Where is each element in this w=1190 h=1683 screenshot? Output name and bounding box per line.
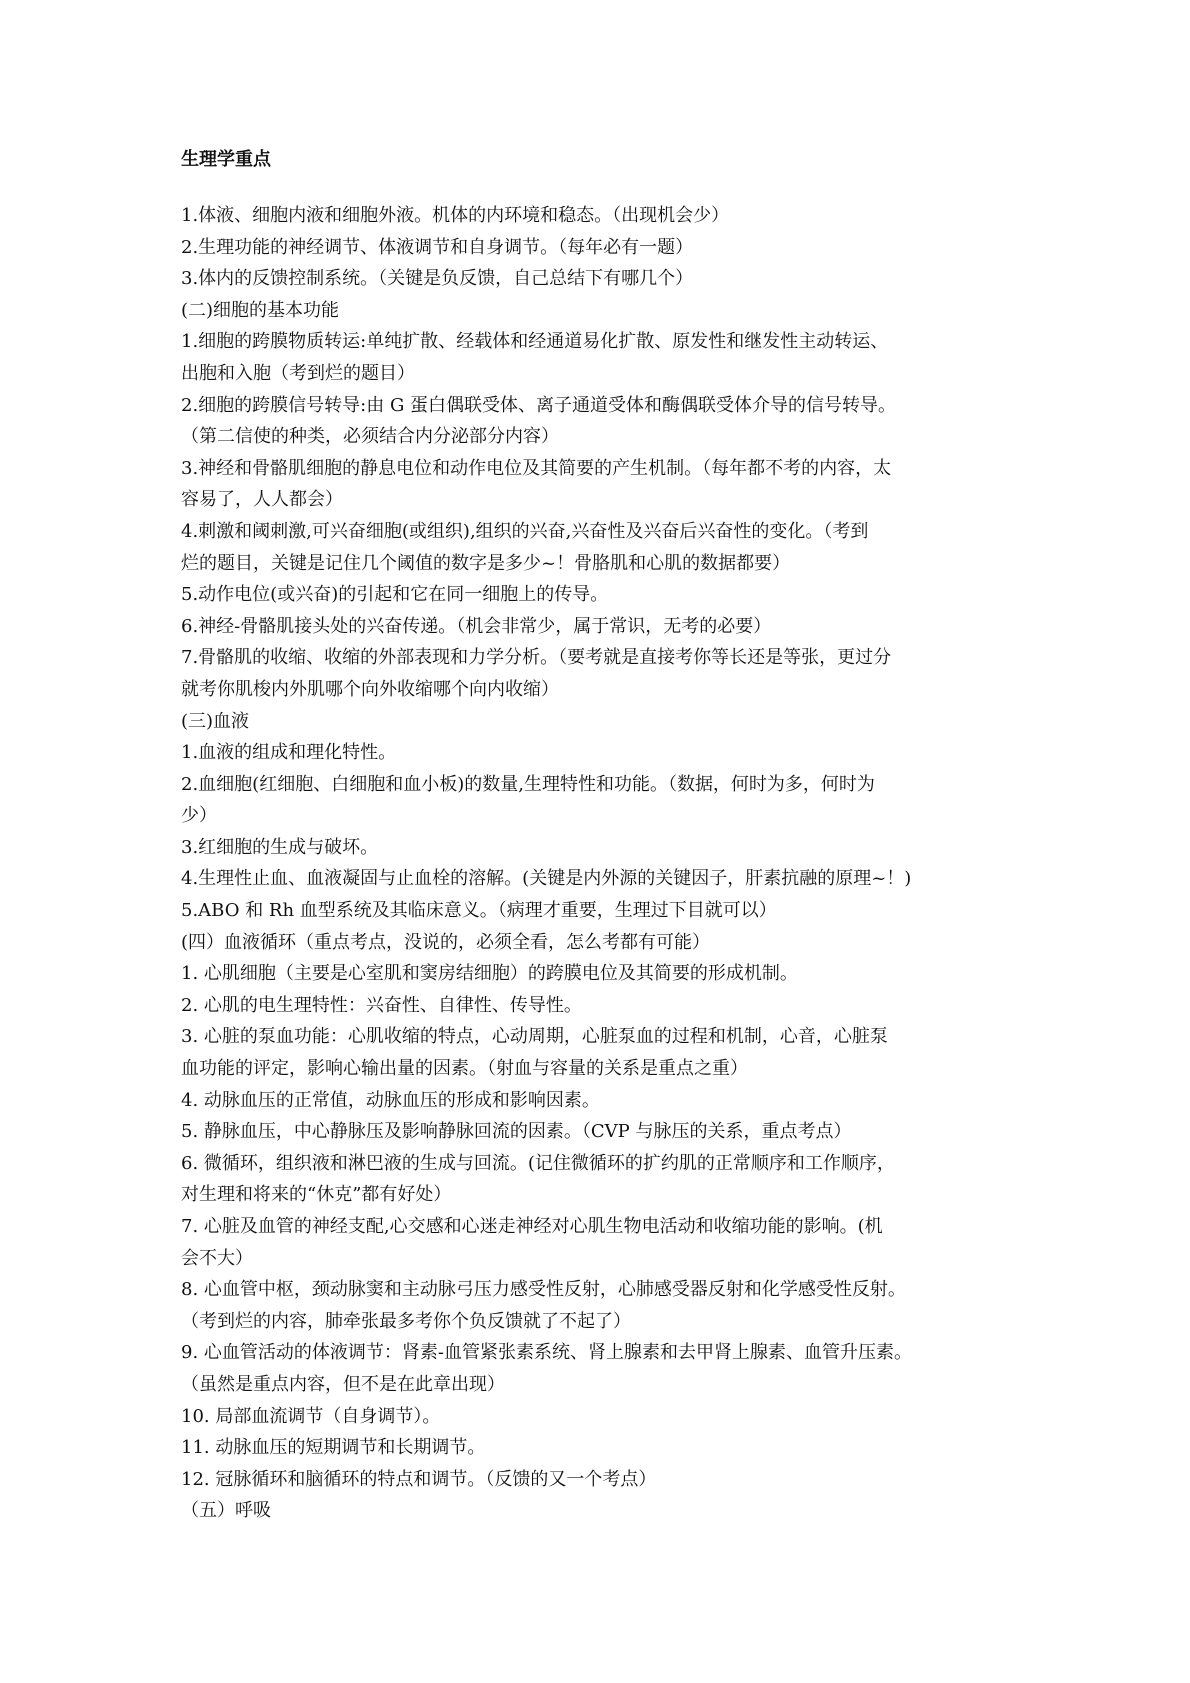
document-line: 对生理和将来的“休克”都有好处） (181, 1184, 452, 1206)
document-line: 就考你肌梭内外肌哪个向外收缩哪个向内收缩） (181, 678, 559, 700)
document-body (181, 140, 1021, 1527)
document-line: 8. 心血管中枢，颈动脉窦和主动脉弓压力感受性反射，心肺感受器反射和化学感受性反射。 (181, 1279, 906, 1301)
document-line: 3.神经和骨骼肌细胞的静息电位和动作电位及其简要的产生机制。（每年都不考的内容，太 (181, 457, 892, 479)
document-line: （五）呼吸 (181, 1500, 271, 1522)
document-line: 10. 局部血流调节（自身调节）。 (181, 1405, 441, 1427)
document-line: 会不大） (181, 1247, 253, 1269)
document-line: 2.细胞的跨膜信号转导:由 G 蛋白偶联受体、离子通道受体和酶偶联受体介导的信号转导。 (181, 394, 897, 416)
document-line: 7.骨骼肌的收缩、收缩的外部表现和力学分析。（要考就是直接考你等长还是等张，更过分 (181, 647, 892, 669)
document-line: 烂的题目，关键是记住几个阈值的数字是多少~！骨胳肌和心肌的数据都要） (181, 552, 791, 574)
document-line: (四）血液循环（重点考点，没说的，必须全看，怎么考都有可能） (181, 931, 711, 953)
document-line: 容易了，人人都会） (181, 489, 343, 511)
document-line: 2.生理功能的神经调节、体液调节和自身调节。（每年必有一题） (181, 236, 694, 258)
document-line: 血功能的评定，影响心输出量的因素。（射血与容量的关系是重点之重） (181, 1058, 748, 1080)
document-line: 3.体内的反馈控制系统。（关键是负反馈，自己总结下有哪几个） (181, 268, 694, 290)
document-line: 3. 心脏的泵血功能：心肌收缩的特点，心动周期，心脏泵血的过程和机制，心音，心脏泵 (181, 1026, 888, 1048)
document-line: 12. 冠脉循环和脑循环的特点和调节。（反馈的又一个考点） (181, 1468, 657, 1490)
document-line: 2.血细胞(红细胞、白细胞和血小板)的数量,生理特性和功能。（数据，何时为多，何时为 (181, 773, 875, 795)
document-line: 3.红细胞的生成与破坏。 (181, 836, 379, 858)
document-line: （虽然是重点内容，但不是在此章出现） (181, 1373, 505, 1395)
document-line: 4. 动脉血压的正常值，动脉血压的形成和影响因素。 (181, 1089, 600, 1111)
document-line: （第二信使的种类，必须结合内分泌部分内容） (181, 426, 559, 448)
document-line: 1.血液的组成和理化特性。 (181, 742, 397, 764)
document-line: 5.动作电位(或兴奋)的引起和它在同一细胞上的传导。 (181, 584, 609, 606)
document-line: 6.神经-骨骼肌接头处的兴奋传递。（机会非常少，属于常识，无考的必要） (181, 615, 772, 637)
document-line: 11. 动脉血压的短期调节和长期调节。 (181, 1437, 486, 1459)
document-title: 生理学重点 (181, 149, 271, 170)
document-line: 4.生理性止血、血液凝固与止血栓的溶解。(关键是内外源的关键因子，肝素抗融的原理~！) (181, 868, 912, 890)
document-line: 1. 心肌细胞（主要是心室肌和窦房结细胞）的跨膜电位及其简要的形成机制。 (181, 963, 798, 985)
document-lines (181, 200, 1021, 1527)
document-line: 9. 心血管活动的体液调节：肾素-血管紧张素系统、肾上腺素和去甲肾上腺素、血管升压素。 (181, 1342, 912, 1364)
document-line: (三)血液 (181, 710, 250, 732)
document-line: 5.ABO 和 Rh 血型系统及其临床意义。（病理才重要，生理过下目就可以） (181, 900, 777, 922)
document-line: 出胞和入胞（考到烂的题目） (181, 362, 415, 384)
document-line: (二)细胞的基本功能 (181, 299, 340, 321)
document-line: 7. 心脏及血管的神经支配,心交感和心迷走神经对心肌生物电活动和收缩功能的影响。(机 (181, 1216, 883, 1237)
document-line: 少） (181, 805, 217, 827)
document-line: 1.细胞的跨膜物质转运:单纯扩散、经载体和经通道易化扩散、原发性和继发性主动转运、 (181, 331, 889, 353)
document-line: 2. 心肌的电生理特性：兴奋性、自律性、传导性。 (181, 994, 582, 1016)
document-line: 6. 微循环，组织液和淋巴液的生成与回流。(记住微循环的扩约肌的正常顺序和工作顺序， (181, 1152, 895, 1174)
document-line: 4.刺激和阈刺激,可兴奋细胞(或组织),组织的兴奋,兴奋性及兴奋后兴奋性的变化。（考到 (181, 520, 869, 542)
document-line: （考到烂的内容，肺牵张最多考你个负反馈就了不起了） (181, 1310, 631, 1332)
document-line: 1.体液、细胞内液和细胞外液。机体的内环境和稳态。（出现机会少） (181, 205, 730, 226)
document-line: 5. 静脉血压，中心静脉压及影响静脉回流的因素。（CVP 与脉压的关系，重点考点） (181, 1121, 852, 1143)
